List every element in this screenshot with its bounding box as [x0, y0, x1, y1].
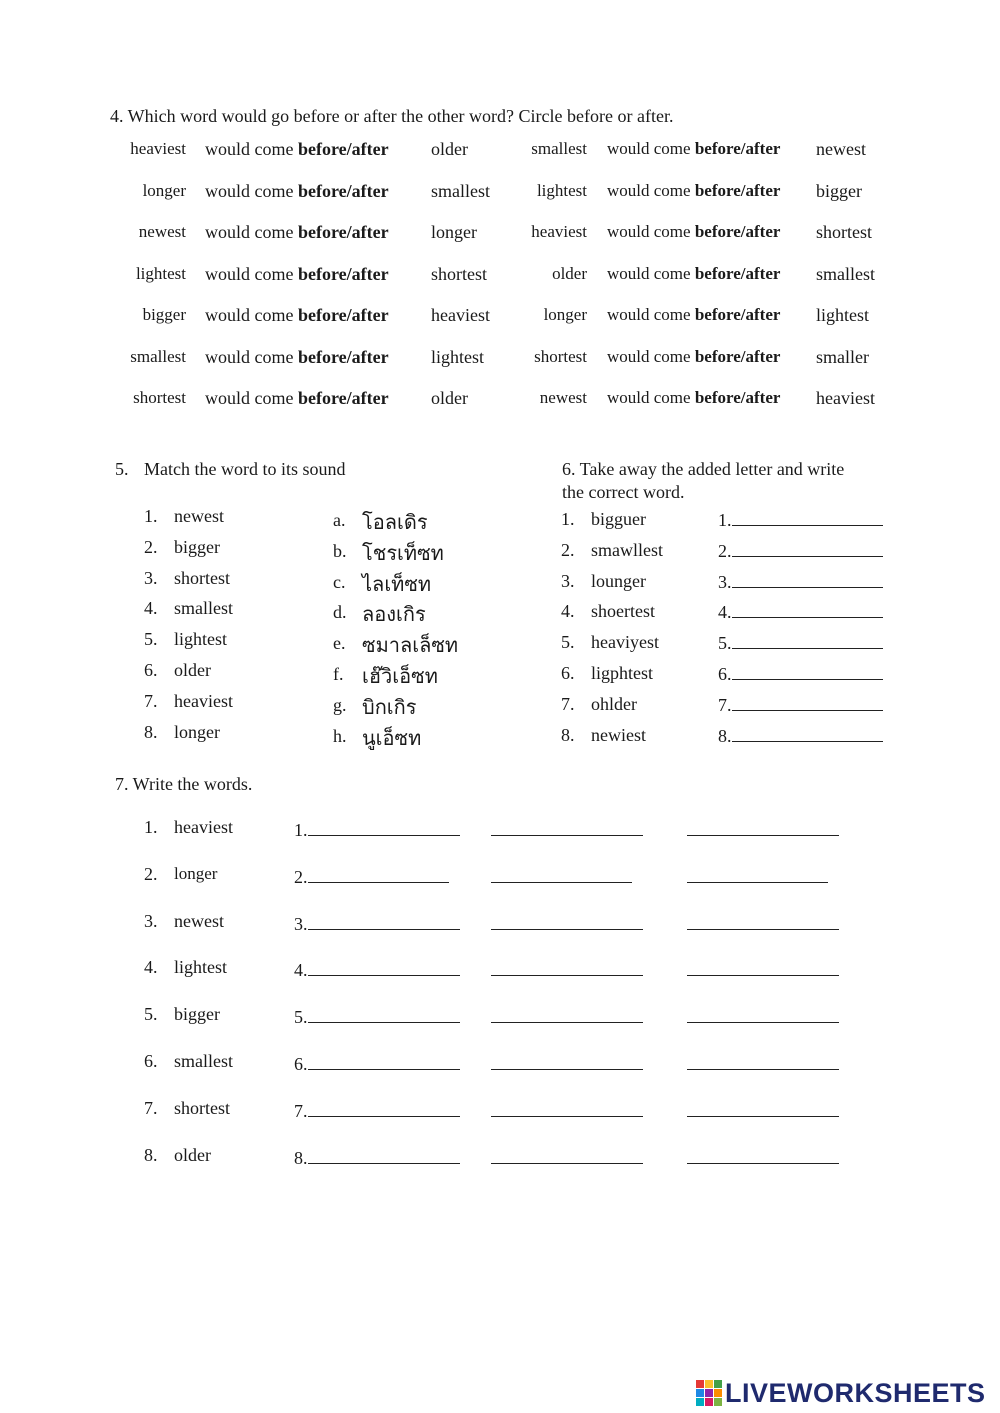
item-number: 8.	[144, 1144, 158, 1165]
answer-number: 3.	[718, 571, 732, 592]
logo-square-icon	[705, 1389, 713, 1397]
sound-letter: c.	[333, 571, 346, 592]
sound-letter: f.	[333, 664, 344, 684]
misspelled-word: smawllest	[591, 539, 663, 560]
item-number: 3.	[144, 910, 158, 931]
answer-blank[interactable]	[294, 1004, 460, 1028]
answer-line[interactable]	[687, 1051, 839, 1070]
phrase-bold: before/after	[297, 139, 389, 159]
match-word: shortest	[174, 567, 230, 588]
item-number: 5.	[561, 632, 575, 653]
phrase-text: would come	[607, 346, 695, 366]
answer-line[interactable]	[491, 1051, 643, 1075]
left-word-2: older	[552, 263, 587, 283]
answer-blank[interactable]	[294, 957, 460, 981]
answer-number: 6.	[718, 664, 732, 684]
word-number: 3.	[144, 567, 158, 588]
right-word-2: shortest	[816, 222, 872, 242]
word-to-write: heaviest	[174, 817, 233, 837]
answer-line[interactable]	[732, 692, 883, 711]
phrase-text: would come	[607, 139, 695, 158]
item-number: 4.	[144, 957, 158, 978]
phrase-bold: before/after	[694, 263, 781, 283]
answer-line[interactable]	[687, 911, 839, 930]
item-number: 3.	[561, 570, 575, 591]
sound-letter: h.	[333, 725, 347, 746]
answer-number: 8.	[294, 1147, 308, 1168]
word-number: 7.	[144, 690, 158, 711]
misspelled-word: newiest	[591, 724, 646, 745]
answer-blank[interactable]	[294, 911, 460, 935]
answer-line[interactable]	[687, 1145, 839, 1169]
answer-number: 3.	[294, 913, 308, 934]
phrase-bold: before/after	[297, 222, 389, 242]
answer-line[interactable]	[491, 1145, 643, 1169]
answer-blank[interactable]	[294, 1051, 460, 1075]
answer-blank[interactable]	[718, 538, 883, 562]
word-number: 8.	[144, 721, 158, 742]
left-word-1: longer	[142, 180, 186, 200]
answer-line[interactable]	[308, 957, 460, 976]
item-number: 7.	[561, 693, 575, 714]
answer-line[interactable]	[732, 569, 883, 588]
answer-line[interactable]	[308, 1098, 460, 1117]
word-to-write: older	[174, 1144, 211, 1165]
word-number: 6.	[144, 660, 158, 680]
thai-sound[interactable]: ซมาลเล็ซท	[362, 633, 459, 658]
phrase-bold: before/after	[694, 139, 781, 158]
section6-title-line2: the correct word.	[562, 482, 685, 502]
logo-square-icon	[714, 1398, 722, 1406]
logo-text: LIVEWORKSHEETS	[725, 1377, 986, 1408]
thai-sound[interactable]: โอลเดิร	[362, 510, 428, 534]
left-word-1: heaviest	[130, 139, 186, 158]
right-word-1: shortest	[431, 263, 487, 284]
phrase-text: would come	[607, 263, 695, 283]
logo-square-icon	[696, 1389, 704, 1397]
word-number: 1.	[144, 506, 158, 526]
answer-line[interactable]	[687, 864, 828, 888]
answer-line[interactable]	[308, 864, 449, 883]
answer-line[interactable]	[687, 957, 839, 976]
sound-letter: e.	[333, 633, 346, 654]
thai-sound[interactable]: โชรเท็ซท	[362, 540, 444, 565]
answer-number: 1.	[294, 820, 308, 840]
answer-line[interactable]	[491, 817, 643, 841]
match-word: smallest	[174, 598, 233, 619]
answer-line[interactable]	[491, 864, 632, 888]
answer-line[interactable]	[491, 1098, 643, 1122]
before-after-choice[interactable]	[607, 264, 780, 284]
left-word-2: longer	[543, 305, 587, 324]
answer-line[interactable]	[491, 1004, 643, 1028]
match-word: older	[174, 660, 211, 680]
right-word-1: older	[431, 388, 468, 408]
left-word-2: shortest	[534, 346, 587, 366]
answer-blank[interactable]	[718, 630, 883, 654]
sound-letter: a.	[333, 510, 346, 530]
answer-line[interactable]	[308, 817, 460, 836]
item-number: 7.	[144, 1097, 158, 1118]
logo-square-icon	[705, 1380, 713, 1388]
right-word-2: smaller	[816, 346, 869, 367]
right-word-1: lightest	[431, 346, 484, 367]
thai-sound[interactable]: ไลเท็ซท	[362, 571, 432, 596]
right-word-2: heaviest	[816, 388, 875, 408]
answer-line[interactable]	[687, 1004, 839, 1023]
word-to-write: smallest	[174, 1051, 233, 1071]
left-word-1: shortest	[133, 388, 186, 407]
answer-number: 1.	[718, 510, 732, 530]
answer-line[interactable]	[687, 1004, 839, 1028]
answer-blank[interactable]	[294, 1098, 460, 1122]
item-number: 5.	[144, 1004, 158, 1025]
right-word-2: lightest	[816, 305, 869, 325]
answer-blank[interactable]	[294, 1145, 460, 1169]
phrase-bold: before/after	[297, 305, 389, 325]
before-after-choice[interactable]	[607, 347, 780, 367]
left-word-1: smallest	[130, 346, 186, 366]
left-word-2: lightest	[536, 180, 587, 200]
misspelled-word: heaviyest	[591, 632, 659, 653]
logo-square-icon	[714, 1380, 722, 1388]
answer-blank[interactable]	[718, 569, 883, 593]
phrase-bold: before/after	[297, 180, 389, 201]
phrase-text: would come	[205, 388, 298, 408]
answer-line[interactable]	[687, 817, 839, 841]
answer-line[interactable]	[687, 1098, 839, 1117]
answer-blank[interactable]	[718, 507, 883, 531]
answer-line[interactable]	[687, 864, 828, 883]
answer-number: 7.	[294, 1100, 308, 1121]
answer-line[interactable]	[491, 864, 632, 883]
answer-number: 2.	[718, 540, 732, 561]
phrase-text: would come	[205, 180, 298, 201]
right-word-1: older	[431, 139, 468, 159]
section4-title: 4. Which word would go before or after the other word? Circle before or after.	[110, 106, 674, 126]
logo-mark-icon	[696, 1380, 722, 1406]
word-number: 4.	[144, 598, 158, 619]
misspelled-word: bigguer	[591, 509, 646, 529]
section5-number: 5.	[115, 459, 129, 479]
word-number: 5.	[144, 629, 158, 650]
answer-blank[interactable]	[718, 692, 883, 716]
item-number: 6.	[144, 1051, 158, 1071]
right-word-1: smallest	[431, 180, 490, 201]
match-word: longer	[174, 721, 220, 742]
answer-number: 8.	[718, 725, 732, 746]
answer-line[interactable]	[491, 817, 643, 836]
phrase-text: would come	[205, 222, 298, 242]
answer-number: 4.	[718, 602, 732, 623]
phrase-bold: before/after	[694, 305, 781, 324]
before-after-choice[interactable]	[607, 305, 780, 325]
phrase-bold: before/after	[694, 180, 781, 200]
phrase-bold: before/after	[297, 263, 389, 284]
sound-letter: g.	[333, 694, 347, 715]
answer-blank[interactable]	[294, 864, 449, 888]
phrase-bold: before/after	[694, 346, 781, 366]
thai-sound[interactable]: นูเอ็ซท	[362, 725, 422, 750]
section7-title: 7. Write the words.	[115, 774, 253, 794]
thai-sound[interactable]: บิกเกิร	[362, 694, 417, 719]
answer-line[interactable]	[687, 1098, 839, 1122]
answer-blank[interactable]	[294, 817, 460, 841]
item-number: 6.	[561, 663, 575, 683]
answer-line[interactable]	[732, 538, 883, 557]
misspelled-word: lounger	[591, 570, 646, 591]
answer-line[interactable]	[687, 1145, 839, 1164]
phrase-bold: before/after	[297, 346, 389, 367]
phrase-text: would come	[205, 263, 298, 284]
right-word-1: heaviest	[431, 305, 490, 325]
phrase-text: would come	[607, 388, 695, 407]
left-word-1: newest	[138, 222, 186, 241]
before-after-choice[interactable]	[607, 388, 780, 408]
before-after-choice[interactable]	[607, 181, 780, 201]
misspelled-word: ligphtest	[591, 663, 653, 683]
left-word-2: newest	[539, 388, 587, 407]
answer-line[interactable]	[491, 957, 643, 981]
answer-line[interactable]	[491, 957, 643, 976]
word-to-write: longer	[174, 863, 218, 883]
answer-blank[interactable]	[718, 599, 883, 623]
sound-letter: d.	[333, 602, 347, 623]
answer-line[interactable]	[491, 911, 643, 935]
liveworksheets-logo	[696, 1378, 986, 1408]
answer-blank[interactable]	[718, 723, 883, 747]
word-to-write: bigger	[174, 1004, 220, 1025]
match-word: lightest	[174, 629, 227, 650]
word-number: 2.	[144, 536, 158, 557]
answer-line[interactable]	[308, 911, 460, 930]
answer-line[interactable]	[732, 599, 883, 618]
answer-line[interactable]	[308, 1004, 460, 1023]
answer-number: 4.	[294, 960, 308, 981]
left-word-1: lightest	[135, 263, 186, 283]
thai-sound[interactable]: เฮ๊วิเอ็ซท	[362, 664, 438, 688]
answer-blank[interactable]	[718, 661, 883, 685]
item-number: 2.	[561, 539, 575, 560]
misspelled-word: shoertest	[591, 601, 655, 622]
answer-number: 5.	[718, 633, 732, 654]
answer-line[interactable]	[732, 723, 883, 742]
answer-line[interactable]	[732, 661, 883, 680]
answer-line[interactable]	[308, 1145, 460, 1164]
answer-line[interactable]	[491, 911, 643, 930]
answer-line[interactable]	[687, 1051, 839, 1075]
answer-number: 7.	[718, 694, 732, 715]
item-number: 1.	[144, 817, 158, 837]
right-word-2: bigger	[816, 180, 862, 201]
before-after-choice[interactable]	[607, 139, 780, 159]
phrase-bold: before/after	[694, 388, 781, 407]
phrase-bold: before/after	[297, 388, 389, 408]
answer-line[interactable]	[491, 1051, 643, 1070]
match-word: newest	[174, 506, 224, 526]
phrase-text: would come	[205, 139, 298, 159]
answer-number: 2.	[294, 866, 308, 887]
answer-number: 6.	[294, 1054, 308, 1074]
misspelled-word: ohlder	[591, 693, 637, 714]
logo-square-icon	[714, 1389, 722, 1397]
right-word-1: longer	[431, 222, 477, 242]
section5-title: Match the word to its sound	[144, 459, 346, 479]
answer-line[interactable]	[732, 630, 883, 649]
before-after-choice[interactable]	[607, 222, 780, 242]
right-word-2: smallest	[816, 263, 875, 284]
answer-line[interactable]	[491, 1098, 643, 1117]
answer-line[interactable]	[687, 817, 839, 836]
item-number: 8.	[561, 724, 575, 745]
phrase-text: would come	[205, 305, 298, 325]
word-to-write: newest	[174, 910, 224, 931]
logo-square-icon	[705, 1398, 713, 1406]
phrase-text: would come	[205, 346, 298, 367]
word-to-write: shortest	[174, 1097, 230, 1118]
word-to-write: lightest	[174, 957, 227, 978]
left-word-1: bigger	[142, 305, 186, 324]
answer-line[interactable]	[308, 1051, 460, 1070]
right-word-2: newest	[816, 139, 866, 159]
answer-line[interactable]	[732, 507, 883, 526]
phrase-text: would come	[607, 305, 695, 324]
left-word-2: heaviest	[531, 222, 587, 241]
answer-line[interactable]	[491, 1145, 643, 1164]
match-word: bigger	[174, 536, 220, 557]
answer-line[interactable]	[687, 957, 839, 981]
answer-number: 5.	[294, 1007, 308, 1028]
phrase-bold: before/after	[694, 222, 781, 241]
phrase-text: would come	[607, 222, 695, 241]
logo-square-icon	[696, 1398, 704, 1406]
item-number: 2.	[144, 863, 158, 884]
match-word: heaviest	[174, 690, 233, 711]
item-number: 1.	[561, 509, 575, 529]
sound-letter: b.	[333, 540, 347, 561]
answer-line[interactable]	[491, 1004, 643, 1023]
answer-line[interactable]	[687, 911, 839, 935]
phrase-text: would come	[607, 180, 695, 200]
item-number: 4.	[561, 601, 575, 622]
section6-title-line1: 6. Take away the added letter and write	[562, 459, 845, 479]
thai-sound[interactable]: ลองเกิร	[362, 602, 426, 627]
left-word-2: smallest	[531, 139, 587, 158]
logo-square-icon	[696, 1380, 704, 1388]
